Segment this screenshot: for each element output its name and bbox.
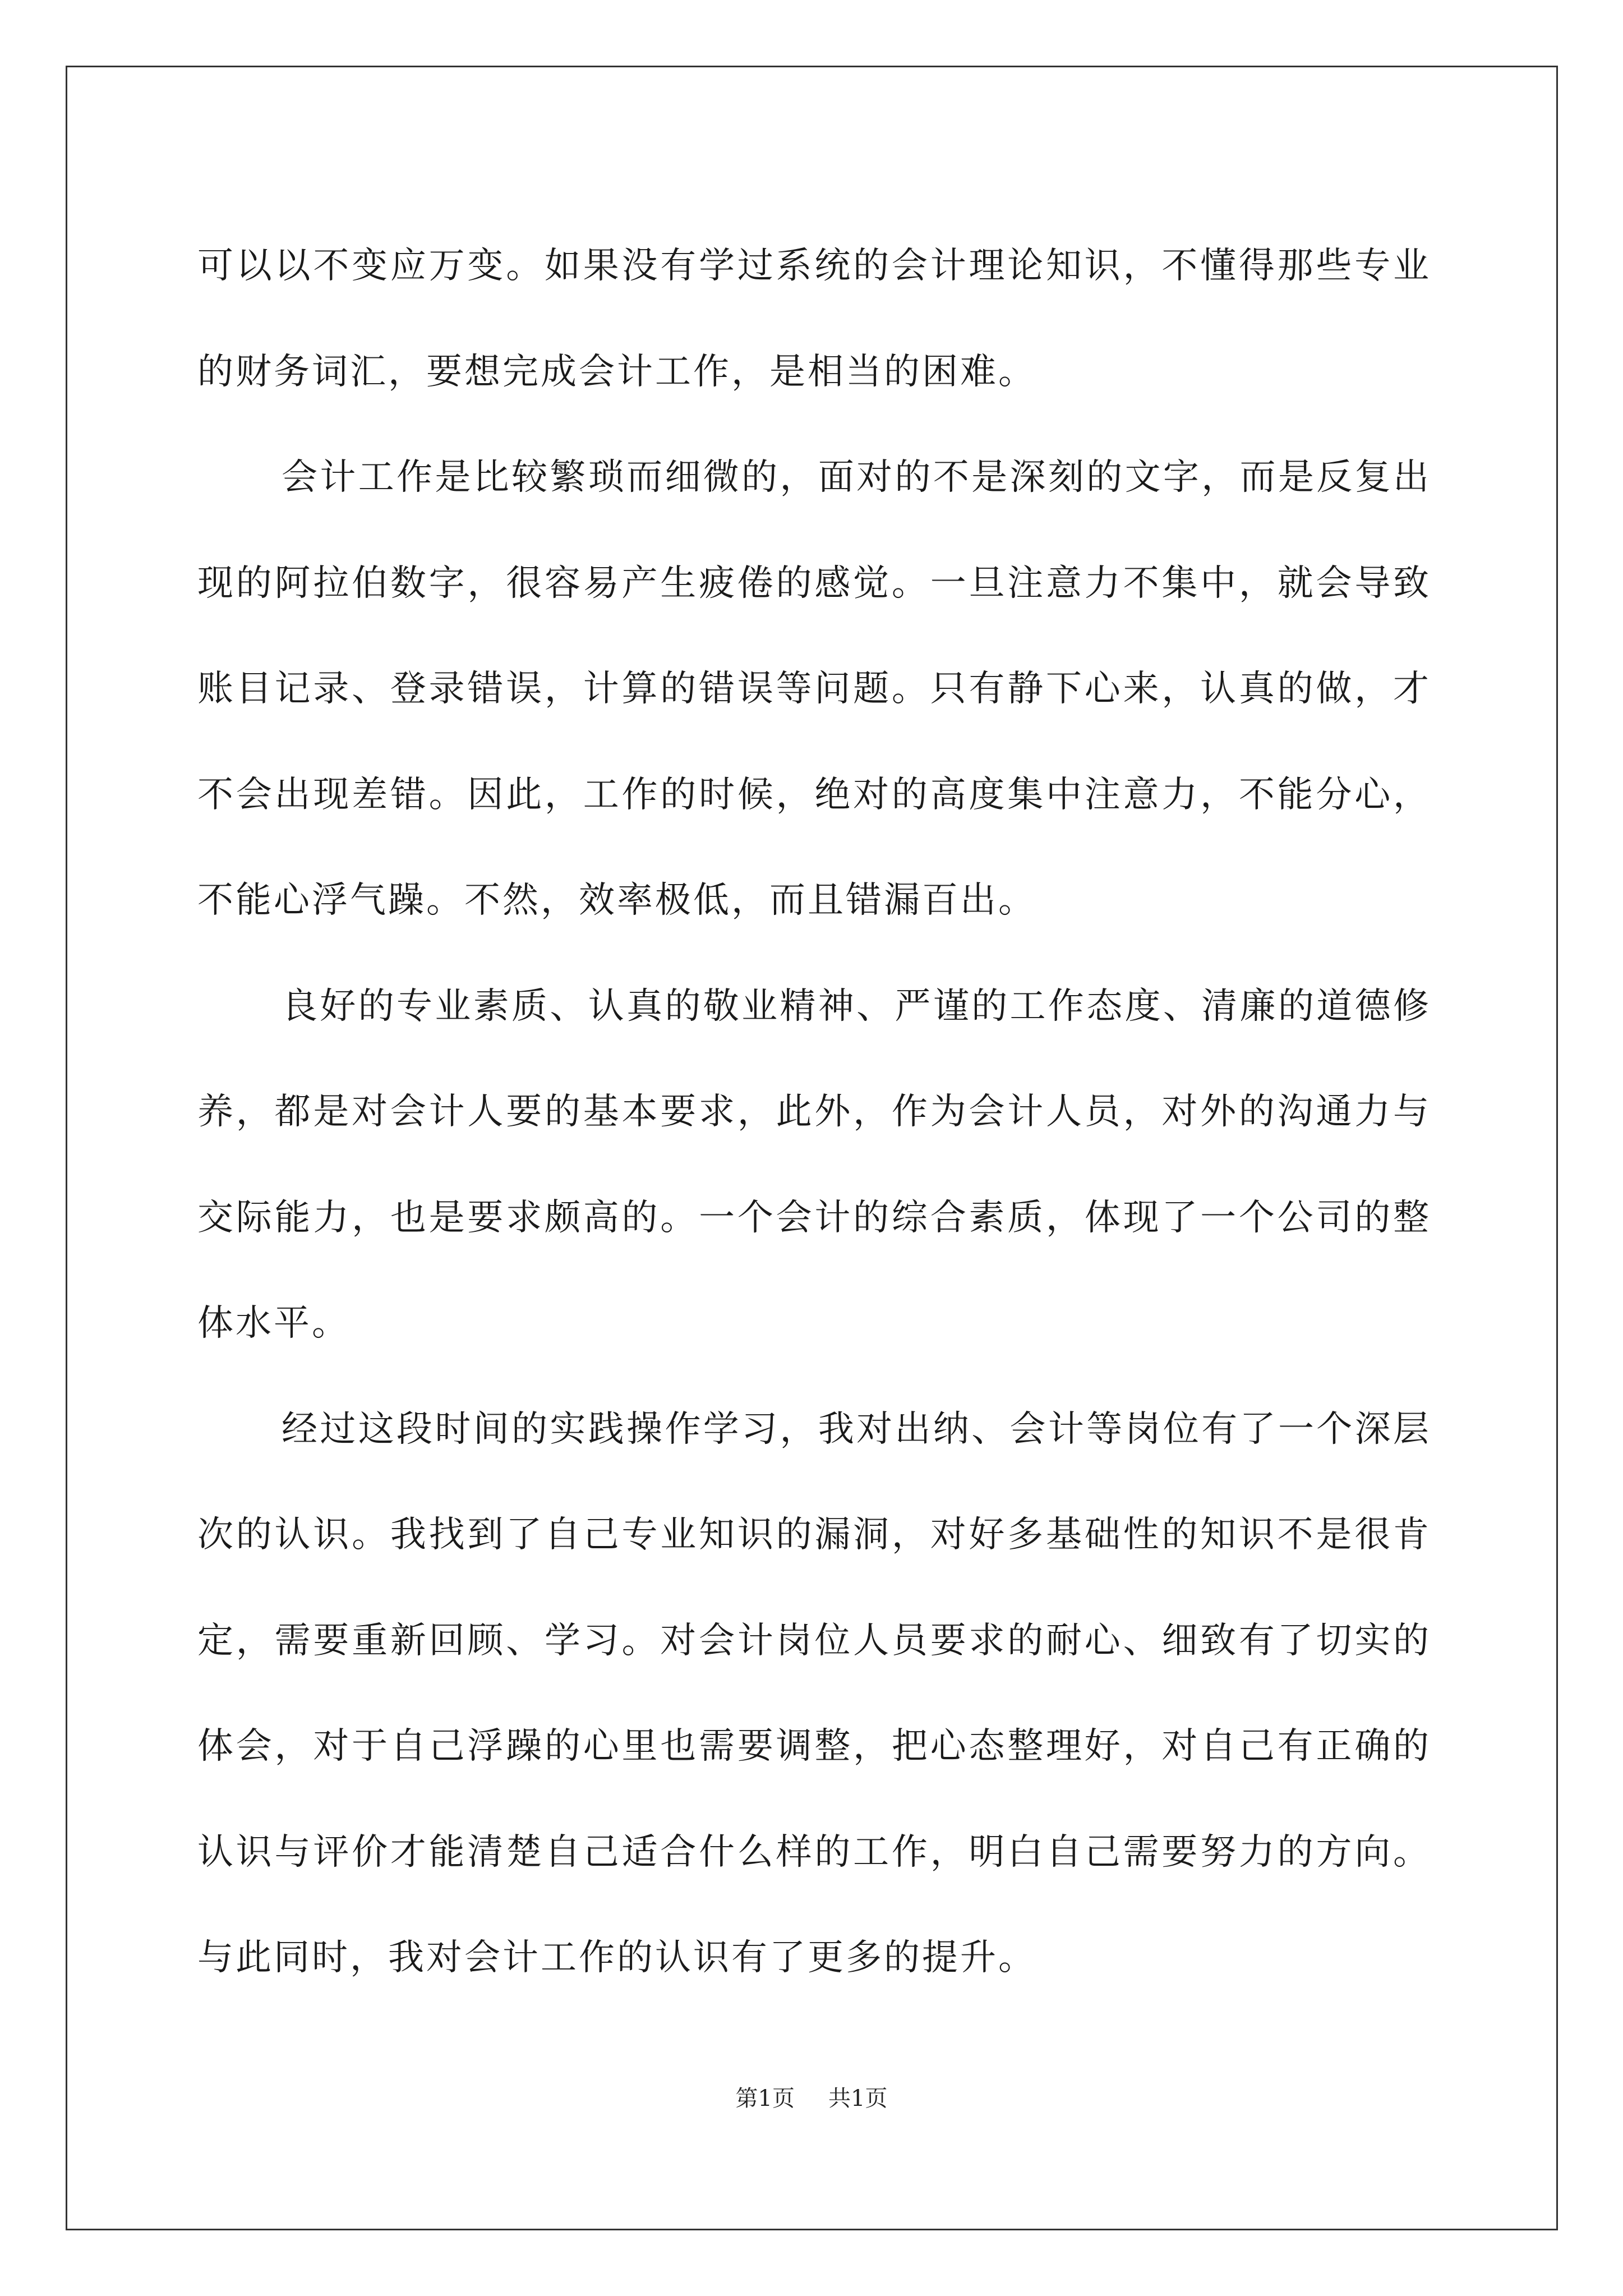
page-footer	[0, 2085, 1623, 2113]
paragraph-2: 会计工作是比较繁琐而细微的，面对的不是深刻的文字，而是反复出现的阿拉伯数字，很容易产生疲倦的感觉。一旦注意力不集中，就会导致账目记录、登录错误，计算的错误等问题。只有静下心来，认真的做，才不会出现差错。因此，工作的时候，绝对的高度集中注意力，不能分心，不能心浮气躁。不然，效率极低，而且错漏百出。	[197, 457, 1431, 921]
document-body	[197, 213, 1431, 2011]
paragraph-1: 可以以不变应万变。如果没有学过系统的会计理论知识，不懂得那些专业的财务词汇，要想完成会计工作，是相当的困难。	[197, 245, 1431, 393]
paragraph-3: 良好的专业素质、认真的敬业精神、严谨的工作态度、清廉的道德修养，都是对会计人要的基本要求，此外，作为会计人员，对外的沟通力与交际能力，也是要求颇高的。一个会计的综合素质，体现了一个公司的整体水平。	[197, 985, 1431, 1344]
page-number: 第1页	[735, 2086, 795, 2111]
page-total: 共1页	[828, 2086, 888, 2111]
paragraph-4: 经过这段时间的实践操作学习，我对出纳、会计等岗位有了一个深层次的认识。我找到了自己专业知识的漏洞，对好多基础性的知识不是很肯定，需要重新回顾、学习。对会计岗位人员要求的耐心、细致有了切实的体会，对于自己浮躁的心里也需要调整，把心态整理好，对自己有正确的认识与评价才能清楚自己适合什么样的工作，明白自己需要努力的方向。与此同时，我对会计工作的认识有了更多的提升。	[197, 1408, 1431, 1978]
